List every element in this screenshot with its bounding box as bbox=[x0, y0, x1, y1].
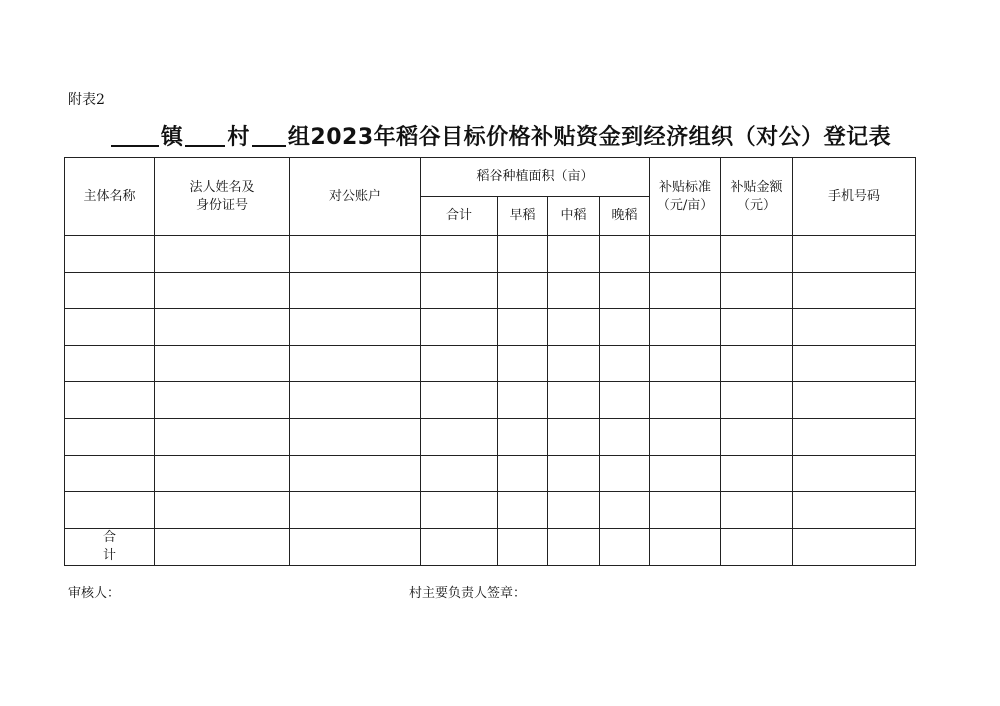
group-blank-field[interactable] bbox=[252, 125, 286, 147]
table-cell[interactable] bbox=[290, 236, 421, 273]
town-blank-field[interactable] bbox=[111, 125, 159, 147]
table-cell[interactable] bbox=[600, 345, 650, 382]
form-title bbox=[0, 120, 1000, 151]
table-cell[interactable] bbox=[65, 272, 155, 309]
total-row bbox=[65, 528, 916, 565]
table-cell[interactable] bbox=[793, 492, 916, 529]
table-cell[interactable] bbox=[290, 492, 421, 529]
table-cell[interactable] bbox=[421, 236, 498, 273]
table-cell[interactable] bbox=[548, 309, 600, 346]
total-cell[interactable] bbox=[498, 528, 548, 565]
header-subsidy-amount bbox=[721, 158, 793, 236]
table-cell[interactable] bbox=[421, 345, 498, 382]
table-cell[interactable] bbox=[155, 345, 290, 382]
table-cell[interactable] bbox=[498, 492, 548, 529]
table-cell[interactable] bbox=[155, 418, 290, 455]
town-suffix: 镇 bbox=[160, 125, 184, 150]
table-cell[interactable] bbox=[650, 236, 721, 273]
table-cell[interactable] bbox=[498, 236, 548, 273]
signer-label: 村主要负责人签章： bbox=[409, 586, 527, 601]
header-subsidy-standard bbox=[650, 158, 721, 236]
table-row bbox=[65, 345, 916, 382]
table-cell[interactable] bbox=[793, 309, 916, 346]
village-blank-field[interactable] bbox=[185, 125, 225, 147]
total-cell[interactable] bbox=[155, 528, 290, 565]
table-cell[interactable] bbox=[65, 418, 155, 455]
table-cell[interactable] bbox=[721, 455, 793, 492]
table-cell[interactable] bbox=[600, 309, 650, 346]
table-cell[interactable] bbox=[65, 455, 155, 492]
table-cell[interactable] bbox=[290, 418, 421, 455]
header-subsidy-amount-line1: 补贴金额 bbox=[730, 179, 783, 195]
header-area-total: 合计 bbox=[421, 197, 498, 236]
header-mid-rice: 中稻 bbox=[548, 197, 600, 236]
total-cell[interactable] bbox=[421, 528, 498, 565]
table-cell[interactable] bbox=[650, 309, 721, 346]
table-cell[interactable] bbox=[650, 418, 721, 455]
table-cell[interactable] bbox=[548, 382, 600, 419]
table-cell[interactable] bbox=[155, 382, 290, 419]
title-main-text: 组2023年稻谷目标价格补贴资金到经济组织（对公）登记表 bbox=[287, 125, 892, 150]
table-cell[interactable] bbox=[721, 272, 793, 309]
table-cell[interactable] bbox=[548, 345, 600, 382]
table-cell[interactable] bbox=[793, 345, 916, 382]
table-cell[interactable] bbox=[650, 382, 721, 419]
table-cell[interactable] bbox=[600, 455, 650, 492]
table-cell[interactable] bbox=[155, 492, 290, 529]
total-cell[interactable] bbox=[793, 528, 916, 565]
header-early-rice: 早稻 bbox=[498, 197, 548, 236]
table-cell[interactable] bbox=[498, 418, 548, 455]
table-cell[interactable] bbox=[600, 418, 650, 455]
total-cell[interactable] bbox=[650, 528, 721, 565]
total-cell[interactable] bbox=[548, 528, 600, 565]
registration-table bbox=[64, 157, 916, 566]
table-cell[interactable] bbox=[65, 309, 155, 346]
header-planting-area: 稻谷种植面积（亩） bbox=[421, 158, 650, 197]
table-cell[interactable] bbox=[65, 382, 155, 419]
table-cell[interactable] bbox=[421, 382, 498, 419]
table-cell[interactable] bbox=[290, 382, 421, 419]
total-cell[interactable] bbox=[721, 528, 793, 565]
table-cell[interactable] bbox=[155, 455, 290, 492]
total-label: 合计 bbox=[65, 528, 155, 565]
table-cell[interactable] bbox=[600, 382, 650, 419]
table-cell[interactable] bbox=[498, 345, 548, 382]
table-cell[interactable] bbox=[650, 492, 721, 529]
header-subsidy-amount-line2: （元） bbox=[737, 197, 777, 213]
table-cell[interactable] bbox=[600, 272, 650, 309]
header-late-rice: 晚稻 bbox=[600, 197, 650, 236]
table-row bbox=[65, 382, 916, 419]
header-legal-person bbox=[155, 158, 290, 236]
table-cell[interactable] bbox=[548, 236, 600, 273]
table-row bbox=[65, 309, 916, 346]
table-cell[interactable] bbox=[721, 345, 793, 382]
table-cell[interactable] bbox=[290, 272, 421, 309]
table-row bbox=[65, 492, 916, 529]
table-cell[interactable] bbox=[498, 272, 548, 309]
table-cell[interactable] bbox=[290, 345, 421, 382]
table-cell[interactable] bbox=[290, 309, 421, 346]
header-entity-name: 主体名称 bbox=[65, 158, 155, 236]
table-cell[interactable] bbox=[793, 455, 916, 492]
table-cell[interactable] bbox=[721, 382, 793, 419]
table-cell[interactable] bbox=[498, 382, 548, 419]
table-cell[interactable] bbox=[650, 272, 721, 309]
table-cell[interactable] bbox=[421, 309, 498, 346]
table-cell[interactable] bbox=[793, 236, 916, 273]
table-cell[interactable] bbox=[421, 455, 498, 492]
table-cell[interactable] bbox=[600, 236, 650, 273]
table-cell[interactable] bbox=[600, 492, 650, 529]
header-row-1 bbox=[65, 158, 916, 197]
auditor-label: 审核人： bbox=[68, 586, 121, 601]
header-corporate-account: 对公账户 bbox=[290, 158, 421, 236]
annex-label: 附表2 bbox=[68, 92, 105, 108]
total-cell[interactable] bbox=[600, 528, 650, 565]
table-cell[interactable] bbox=[155, 309, 290, 346]
table-row bbox=[65, 272, 916, 309]
table-cell[interactable] bbox=[721, 418, 793, 455]
table-cell[interactable] bbox=[721, 236, 793, 273]
table-cell[interactable] bbox=[155, 272, 290, 309]
table-cell[interactable] bbox=[65, 345, 155, 382]
table-cell[interactable] bbox=[155, 236, 290, 273]
table-cell[interactable] bbox=[548, 418, 600, 455]
table-cell[interactable] bbox=[290, 455, 421, 492]
table-cell[interactable] bbox=[721, 492, 793, 529]
table-cell[interactable] bbox=[548, 492, 600, 529]
header-phone-number: 手机号码 bbox=[793, 158, 916, 236]
table-cell[interactable] bbox=[650, 345, 721, 382]
table-cell[interactable] bbox=[793, 418, 916, 455]
table-row bbox=[65, 418, 916, 455]
table-cell[interactable] bbox=[421, 272, 498, 309]
village-suffix: 村 bbox=[227, 125, 250, 150]
header-subsidy-standard-line2: （元/亩） bbox=[656, 197, 714, 213]
table-cell[interactable] bbox=[421, 492, 498, 529]
table-cell[interactable] bbox=[793, 382, 916, 419]
table-cell[interactable] bbox=[498, 455, 548, 492]
table-cell[interactable] bbox=[548, 455, 600, 492]
header-subsidy-standard-line1: 补贴标准 bbox=[659, 179, 712, 195]
table-cell[interactable] bbox=[498, 309, 548, 346]
total-cell[interactable] bbox=[290, 528, 421, 565]
header-legal-person-line2: 身份证号 bbox=[195, 197, 248, 213]
table-row bbox=[65, 236, 916, 273]
table-cell[interactable] bbox=[421, 418, 498, 455]
table-cell[interactable] bbox=[65, 236, 155, 273]
table-row bbox=[65, 455, 916, 492]
table-cell[interactable] bbox=[650, 455, 721, 492]
table-cell[interactable] bbox=[721, 309, 793, 346]
header-legal-person-line1: 法人姓名及 bbox=[189, 179, 255, 195]
table-cell[interactable] bbox=[65, 492, 155, 529]
table-cell[interactable] bbox=[548, 272, 600, 309]
table-cell[interactable] bbox=[793, 272, 916, 309]
data-rows bbox=[65, 236, 916, 529]
